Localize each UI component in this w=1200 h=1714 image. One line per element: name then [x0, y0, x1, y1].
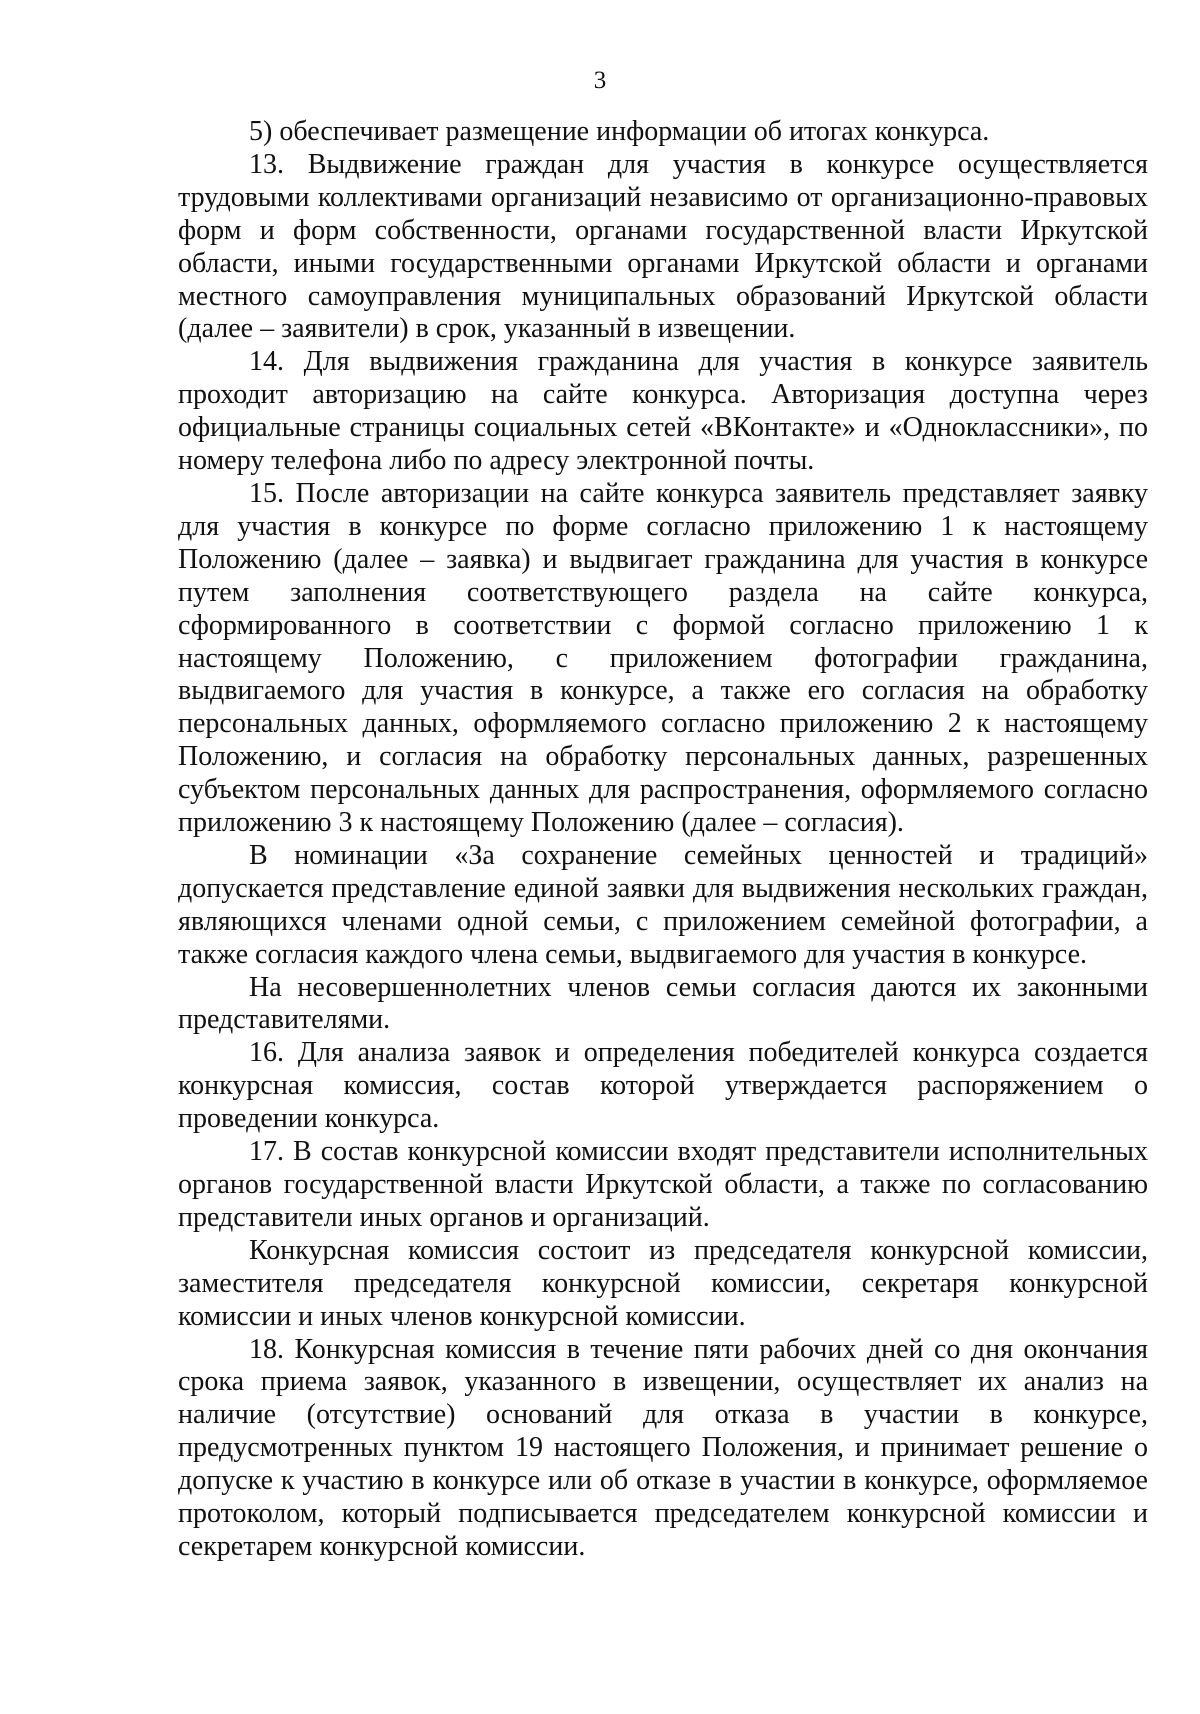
paragraph-16: 16. Для анализа заявок и определения победителей конкурса создается конкурсная комиссия, состав которой утверждается распоряжением о проведении конкурса. [178, 1037, 1148, 1135]
paragraph-15-family-nomination: В номинации «За сохранение семейных ценностей и традиций» допускается представление единой заявки для выдвижения нескольких граждан, являющихся членами одной семьи, с приложением семейной фотографии, а также согласия каждого члена семьи, выдвигаемого для участия в конкурсе. [178, 839, 1148, 970]
document-body [178, 116, 1148, 1564]
paragraph-15: 15. После авторизации на сайте конкурса заявитель представляет заявку для участия в конкурсе по форме согласно приложению 1 к настоящему Положению (далее – заявка) и выдвигает гражданина для участия в конкурсе путем заполнения соответствующего раздела на сайте конкурса, сформированного в соответствии с формой согласно приложению 1 к настоящему Положению, с приложением фотографии гражданина, выдвигаемого для участия в конкурсе, а также его согласия на обработку персональных данных, оформляемого согласно приложению 2 к настоящему Положению, и согласия на обработку персональных данных, разрешенных субъектом персональных данных для распространения, оформляемого согласно приложению 3 к настоящему Положению (далее – согласия). [178, 477, 1148, 839]
paragraph-item-5: 5) обеспечивает размещение информации об итогах конкурса. [249, 116, 990, 147]
paragraph-17-commission-composition: Конкурсная комиссия состоит из председателя конкурсной комиссии, заместителя председателя конкурсной комиссии, секретаря конкурсной комиссии и иных членов конкурсной комиссии. [178, 1234, 1148, 1332]
page-number: 3 [593, 67, 607, 94]
paragraph-18: 18. Конкурсная комиссия в течение пяти рабочих дней со дня окончания срока приема заявок, указанного в извещении, осуществляет их анализ на наличие (отсутствие) оснований для отказа в участии в конкурсе, предусмотренных пунктом 19 настоящего Положения, и принимает решение о допуске к участию в конкурсе или об отказе в участии в конкурсе, оформляемое протоколом, который подписывается председателем конкурсной комиссии и секретарем конкурсной комиссии. [178, 1333, 1148, 1562]
paragraph-14: 14. Для выдвижения гражданина для участия в конкурсе заявитель проходит авторизацию на сайте конкурса. Авторизация доступна через официальные страницы социальных сетей «ВКонтакте» и «Одноклассники», по номеру телефона либо по адресу электронной почты. [178, 346, 1148, 477]
paragraph-15-minors-consent: На несовершеннолетних членов семьи согласия даются их законными представителями. [178, 971, 1148, 1036]
paragraph-13: 13. Выдвижение граждан для участия в конкурсе осуществляется трудовыми коллективами организаций независимо от организационно-правовых форм и форм собственности, органами государственной власти Иркутской области, иными государственными органами Иркутской области и органами местного самоуправления муниципальных образований Иркутской области (далее – заявители) в срок, указанный в извещении. [178, 148, 1148, 345]
paragraph-17: 17. В состав конкурсной комиссии входят представители исполнительных органов государственной власти Иркутской области, а также по согласованию представители иных органов и организаций. [178, 1136, 1148, 1233]
